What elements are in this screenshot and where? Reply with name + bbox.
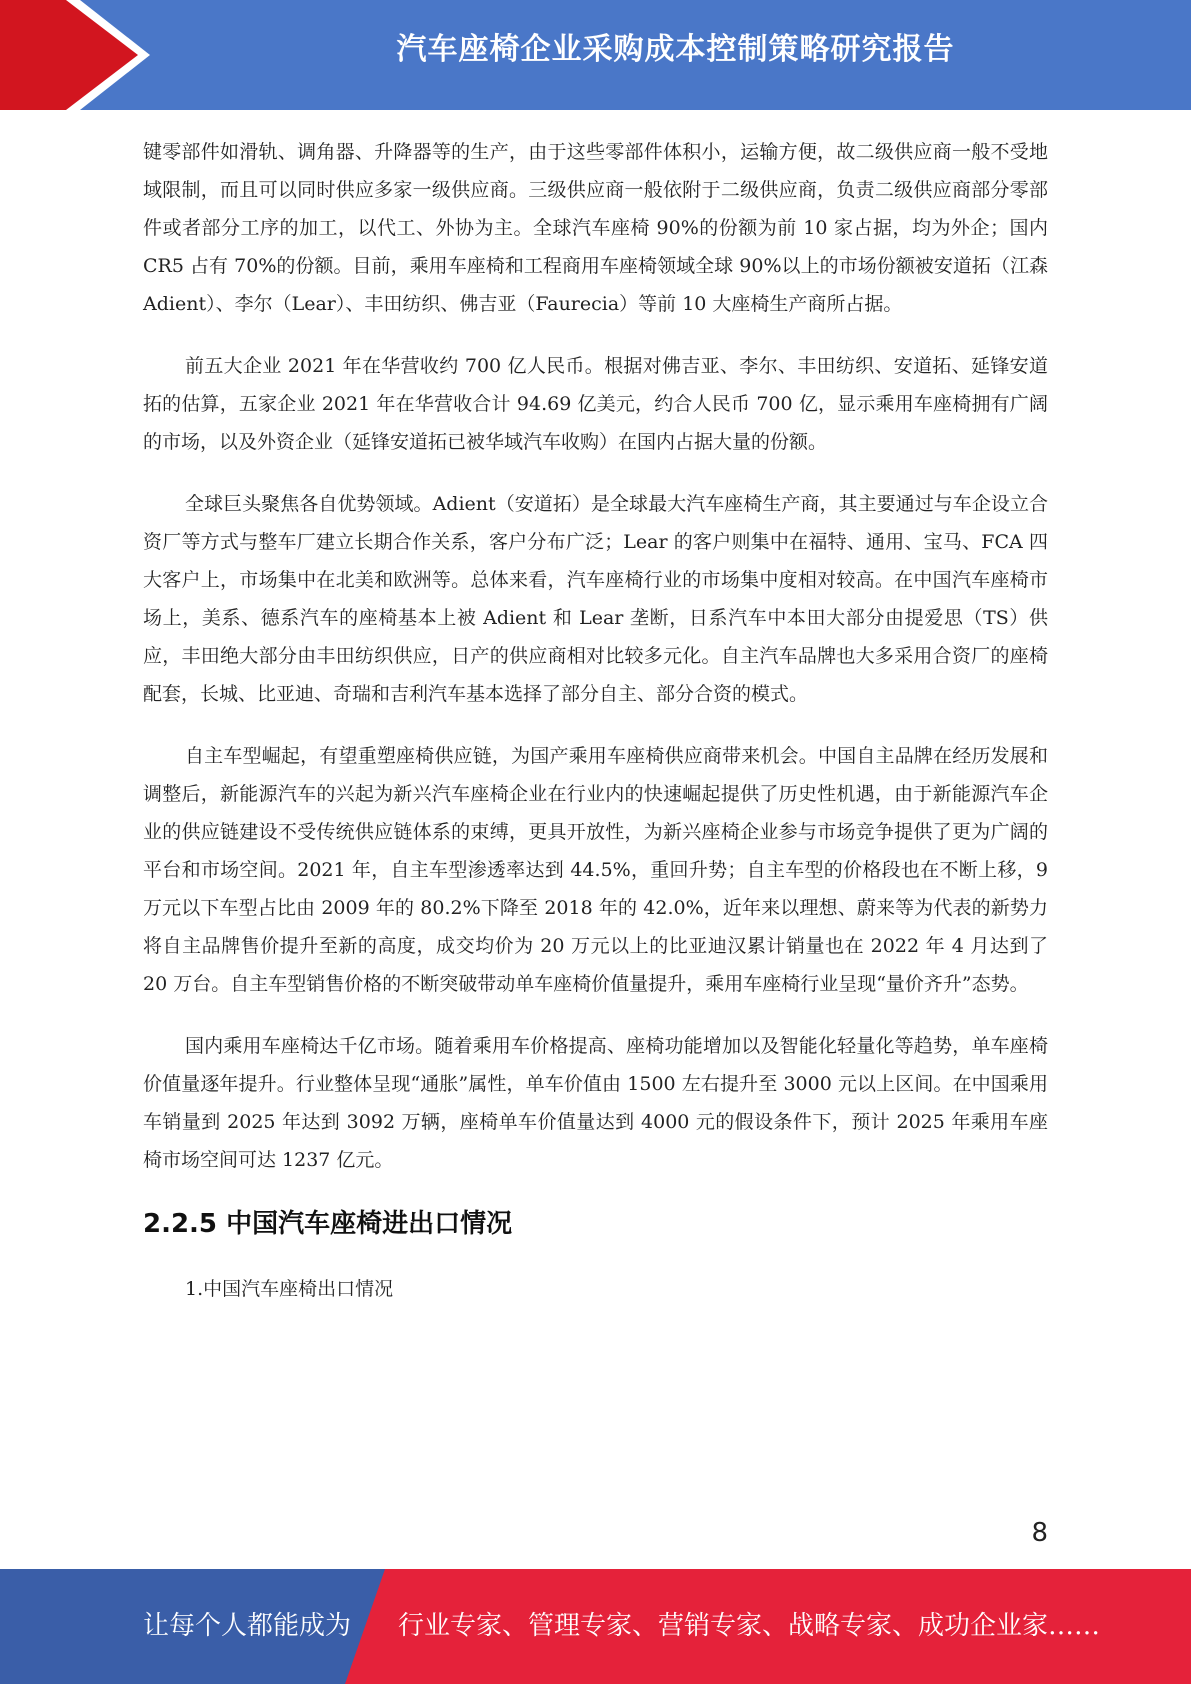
paragraph-4: 自主车型崛起，有望重塑座椅供应链，为国产乘用车座椅供应商带来机会。中国自主品牌在经历发展和调整后，新能源汽车的兴起为新兴汽车座椅企业在行业内的快速崛起提供了历史性机遇，由于新能源汽车企业的供应链建设不受传统供应链体系的束缚，更具开放性，为新兴座椅企业参与市场竞争提供了更为广阔的平台和市场空间。2021 年，自主车型渗透率达到 44.5%，重回升势；自主车型的价格段也在不断上移，9 万元以下车型占比由 2009 年的 80.2%下降至 2018 年的 42.0%，近年来以理想、蔚来等为代表的新势力将自主品牌售价提升至新的高度，成交均价为 20 万元以上的比亚迪汉累计销量也在 2022 年 4 月达到了 20 万台。自主车型销售价格的不断突破带动单车座椅价值量提升，乘用车座椅行业呈现“量价齐升”态势。 — [143, 745, 1048, 995]
document-body — [143, 133, 1048, 1308]
page-header — [0, 0, 1191, 110]
header-title: 汽车座椅企业采购成本控制策略研究报告 — [396, 32, 955, 67]
page-number: 8 — [1031, 1518, 1048, 1548]
section-heading: 2.2.5 中国汽车座椅进出口情况 — [143, 1209, 513, 1239]
paragraph-5: 国内乘用车座椅达千亿市场。随着乘用车价格提高、座椅功能增加以及智能化轻量化等趋势，单车座椅价值量逐年提升。行业整体呈现“通胀”属性，单车价值由 1500 左右提升至 3000 元以上区间。在中国乘用车销量到 2025 年达到 3092 万辆，座椅单车价值量达到 4000 元的假设条件下，预计 2025 年乘用车座椅市场空间可达 1237 亿元。 — [143, 1035, 1048, 1171]
footer-slogan-right: 行业专家、管理专家、营销专家、战略专家、成功企业家…… — [398, 1611, 1101, 1641]
paragraph-3: 全球巨头聚焦各自优势领域。Adient（安道拓）是全球最大汽车座椅生产商，其主要通过与车企设立合资厂等方式与整车厂建立长期合作关系，客户分布广泛；Lear 的客户则集中在福特、通用、宝马、FCA 四大客户上，市场集中在北美和欧洲等。总体来看，汽车座椅行业的市场集中度相对较高。在中国汽车座椅市场上，美系、德系汽车的座椅基本上被 Adient 和 Lear 垄断，日系汽车中本田大部分由提爱思（TS）供应，丰田绝大部分由丰田纺织供应，日产的供应商相对比较多元化。自主汽车品牌也大多采用合资厂的座椅配套，长城、比亚迪、奇瑞和吉利汽车基本选择了部分自主、部分合资的模式。 — [143, 493, 1048, 705]
paragraph-2: 前五大企业 2021 年在华营收约 700 亿人民币。根据对佛吉亚、李尔、丰田纺织、安道拓、延锋安道拓的估算，五家企业 2021 年在华营收合计 94.69 亿美元，约合人民币 700 亿，显示乘用车座椅拥有广阔的市场，以及外资企业（延锋安道拓已被华域汽车收购）在国内占据大量的份额。 — [143, 355, 1048, 453]
page-footer — [0, 1569, 1191, 1684]
section-subheading: 1.中国汽车座椅出口情况 — [185, 1278, 394, 1300]
footer-slogan-left: 让每个人都能成为 — [143, 1611, 352, 1641]
header-arrow-icon — [0, 0, 138, 110]
paragraph-1: 键零部件如滑轨、调角器、升降器等的生产，由于这些零部件体积小，运输方便，故二级供应商一般不受地域限制，而且可以同时供应多家一级供应商。三级供应商一般依附于二级供应商，负责二级供应商部分零部件或者部分工序的加工，以代工、外协为主。全球汽车座椅 90%的份额为前 10 家占据，均为外企；国内 CR5 占有 70%的份额。目前，乘用车座椅和工程商用车座椅领域全球 90%以上的市场份额被安道拓（江森 Adient）、李尔（Lear）、丰田纺织、佛吉亚（Faurecia）等前 10 大座椅生产商所占据。 — [143, 141, 1048, 315]
